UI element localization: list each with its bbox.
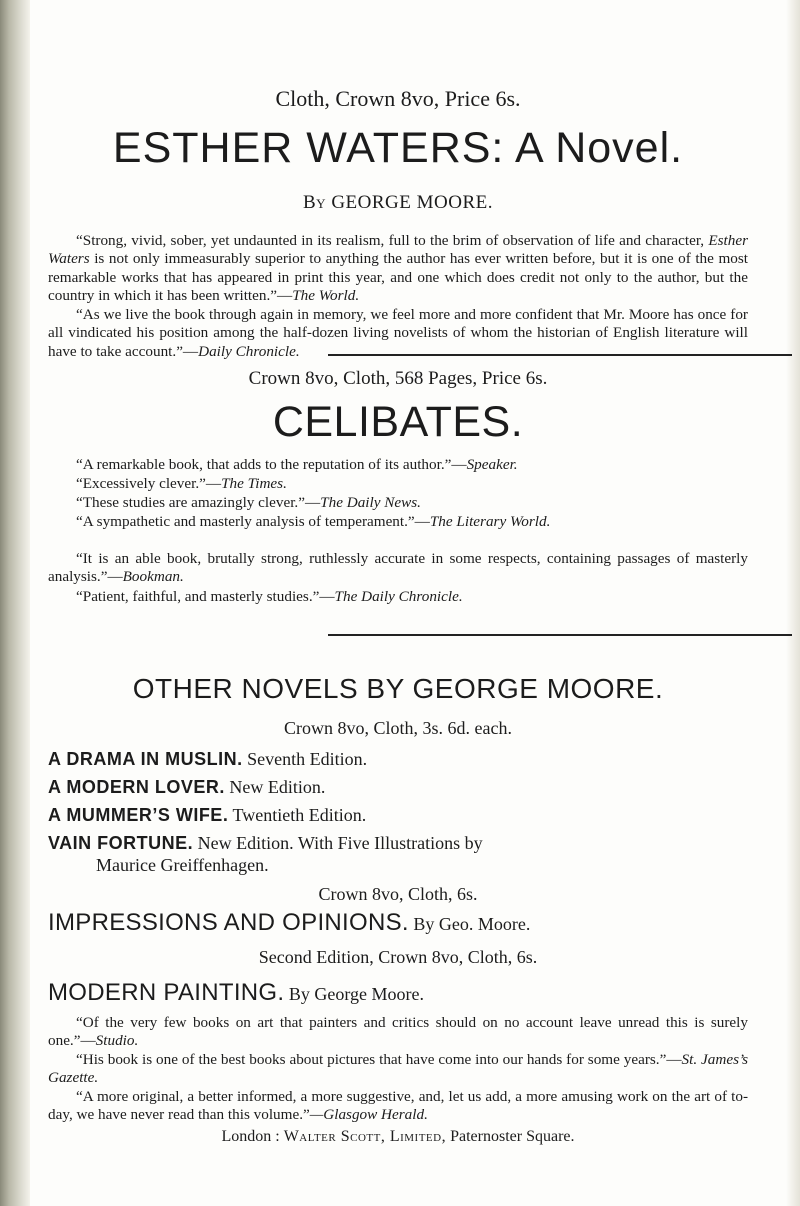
quote-source: Bookman. (122, 568, 184, 586)
painting-quote-3 (48, 1088, 748, 1125)
quote-text: “As we live the book through again in memory, we feel more and more confident that Mr. Moore has once for all vindicated his position among the half-dozen living novelists of whom the historian of English literature will have to take account.”— (48, 306, 748, 360)
celibates-quote-1 (48, 456, 748, 474)
book-entry (48, 804, 748, 826)
quote-source: The Daily News. (320, 494, 421, 511)
other-novels-price: Crown 8vo, Cloth, 3s. 6d. each. (284, 718, 512, 738)
celibates-quote-5 (48, 550, 748, 587)
price-line: Cloth, Crown 8vo, Price 6s. (275, 86, 521, 111)
book-author: By Geo. Moore. (413, 914, 531, 934)
book-entry-impressions (48, 909, 748, 936)
other-novels-heading: OTHER NOVELS BY GEORGE MOORE. (132, 673, 664, 704)
quote-source: —Glasgow Herald. (309, 1106, 428, 1124)
quote-text: “Of the very few books on art that painters and critics should on no account leave unread this is surely one.”— (48, 1014, 748, 1050)
book-desc: Seventh Edition. (247, 749, 368, 769)
quote-text: “Patient, faithful, and masterly studies.”— (76, 588, 335, 605)
footer-publisher: Walter Scott, Limited, (283, 1128, 447, 1145)
section-divider (328, 354, 792, 356)
book-title: MODERN PAINTING. (48, 979, 285, 1006)
book-title: A MODERN LOVER. (48, 777, 225, 797)
book-entry-painting (48, 979, 748, 1006)
scan-left-edge (0, 0, 30, 1206)
esther-quote-2 (48, 306, 748, 361)
quote-text: is not only immeasurably superior to anything the author has ever written before, but it is one of the most remarkable works that has appeared in print this year, and one which does credit not only to the author, but the country in which it has been written.”— (48, 250, 748, 305)
celibates-quote-2 (48, 475, 748, 493)
quote-source: The Literary World. (429, 513, 551, 530)
quote-italic: Esther Waters (48, 232, 748, 268)
book-entry (48, 776, 748, 798)
quote-source: St. James’s Gazette. (48, 1051, 749, 1087)
quote-text: “It is an able book, brutally strong, ruthlessly accurate in some respects, containing passages of masterly analysis.”— (48, 550, 748, 586)
byline-author: GEORGE MOORE. (331, 192, 493, 213)
quote-source: The Daily Chronicle. (334, 588, 463, 605)
publisher-footer (48, 1128, 748, 1146)
impressions-edition: Second Edition, Crown 8vo, Cloth, 6s. (258, 947, 538, 967)
book-author: By George Moore. (288, 984, 425, 1004)
book-entry (48, 832, 748, 876)
book-title: VAIN FORTUNE. (48, 833, 194, 853)
painting-quote-1 (48, 1014, 748, 1051)
book-title-esther-waters: ESTHER WATERS: A Novel. (112, 124, 684, 172)
footer-prefix: London : (221, 1128, 280, 1145)
book-desc: New Edition. (229, 777, 326, 797)
book-desc-continued: Maurice Greiffenhagen. (96, 855, 269, 875)
celibates-quote-3 (48, 494, 748, 512)
quote-source: The World. (292, 287, 360, 305)
quote-text: “A remarkable book, that adds to the reputation of its author.”— (76, 456, 467, 473)
book-desc: New Edition. With Five Illustrations by (197, 833, 483, 853)
painting-quote-2 (48, 1051, 748, 1088)
quote-text: “A sympathetic and masterly analysis of temperament.”— (76, 513, 430, 530)
quote-text: “Strong, vivid, sober, yet undaunted in its realism, full to the brim of observation of life and character, (76, 232, 709, 249)
book-title: A MUMMER’S WIFE. (48, 805, 229, 825)
quote-text: “These studies are amazingly clever.”— (76, 494, 321, 511)
celibates-price-line: Crown 8vo, Cloth, 568 Pages, Price 6s. (248, 368, 548, 389)
byline (48, 192, 748, 214)
book-desc: Twentieth Edition. (232, 805, 367, 825)
book-title: IMPRESSIONS AND OPINIONS. (48, 909, 409, 936)
footer-suffix: Paternoster Square. (450, 1128, 575, 1145)
quote-text: “His book is one of the best books about pictures that have come into our hands for some years.”— (76, 1051, 682, 1068)
byline-prefix: By (303, 192, 327, 213)
quote-source: Speaker. (466, 456, 518, 473)
impressions-price: Crown 8vo, Cloth, 6s. (318, 884, 478, 904)
quote-source: Studio. (95, 1032, 139, 1050)
book-title: A DRAMA IN MUSLIN. (48, 749, 243, 769)
celibates-quote-4 (48, 513, 748, 531)
quote-source: The Times. (221, 475, 287, 492)
section-divider (328, 634, 792, 636)
quote-text: “Excessively clever.”— (76, 475, 222, 492)
book-entry (48, 748, 748, 770)
scan-right-edge (786, 0, 800, 1206)
quote-text: “A more original, a better informed, a more suggestive, and, let us add, a more amusing work on the art of to-day, we have never read than this volume.” (48, 1088, 748, 1124)
quote-source: Daily Chronicle. (198, 342, 300, 360)
book-title-celibates: CELIBATES. (272, 398, 524, 446)
celibates-quote-6 (48, 588, 748, 606)
esther-quote-1 (48, 232, 748, 306)
